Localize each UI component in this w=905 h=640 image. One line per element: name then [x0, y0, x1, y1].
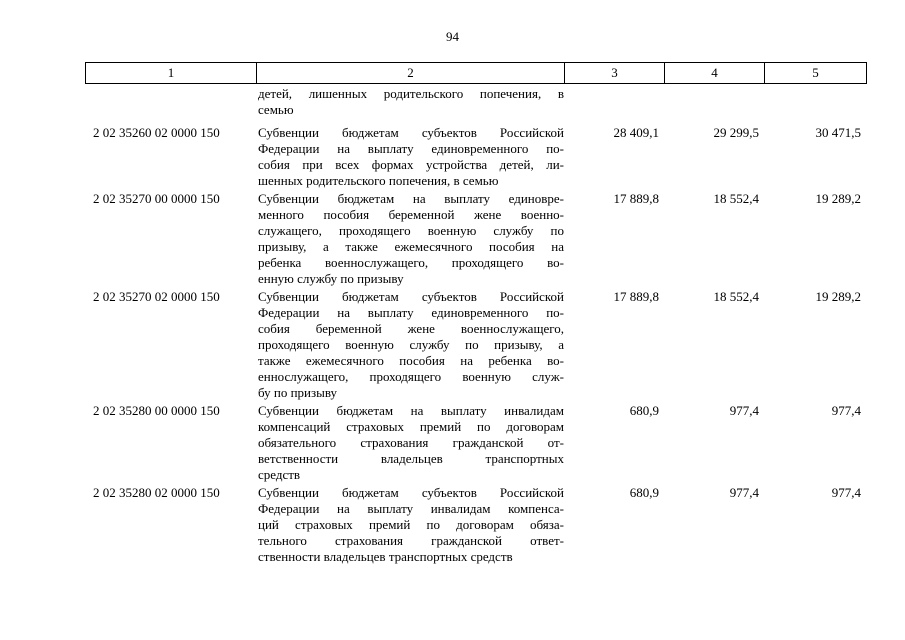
description-line: компенсаций страховых премий по договорам [258, 419, 564, 434]
table-row [85, 485, 866, 565]
row-code: 2 02 35270 02 0000 150 [93, 289, 220, 304]
description-line: собия беременной жене военнослужащего, [258, 321, 564, 336]
row-code: 2 02 35270 00 0000 150 [93, 191, 220, 206]
column-header-row [86, 63, 867, 84]
row-value-col5: 977,4 [831, 403, 861, 418]
description-line: собия при всех формах устройства детей, ли- [258, 157, 564, 172]
description-line: Субвенции бюджетам субъектов Российской [258, 485, 564, 500]
description-line: Федерации на выплату единовременного по- [258, 141, 564, 156]
row-code: 2 02 35280 02 0000 150 [93, 485, 220, 500]
row-value-col3: 17 889,8 [613, 289, 659, 304]
table-row [85, 191, 866, 287]
row-code: 2 02 35260 02 0000 150 [93, 125, 220, 140]
row-value-col4: 18 552,4 [713, 191, 759, 206]
description-line: обязательного страхования гражданской от- [258, 435, 564, 450]
description-line: тельного страхования гражданской ответ- [258, 533, 564, 548]
row-value-col3: 28 409,1 [613, 125, 659, 140]
description-line: семью [258, 102, 294, 117]
row-description [256, 86, 564, 118]
description-line: бу по призыву [258, 385, 338, 400]
description-line: шенных родительского попечения, в семью [258, 173, 499, 188]
description-line: детей, лишенных родительского попечения, в [258, 86, 564, 101]
row-value-col3: 17 889,8 [613, 191, 659, 206]
description-line: Федерации на выплату единовременного по- [258, 305, 564, 320]
row-value-col5: 19 289,2 [815, 289, 861, 304]
row-description [256, 125, 564, 189]
row-value-col4: 18 552,4 [713, 289, 759, 304]
description-line: также ежемесячного пособия на ребенка во- [258, 353, 564, 368]
row-value-col3: 680,9 [629, 403, 659, 418]
description-line: призыву, а также ежемесячного пособия на [258, 239, 564, 254]
page-number: 94 [446, 29, 459, 44]
column-header-5: 5 [765, 63, 867, 84]
table-row [85, 403, 866, 483]
row-description [256, 403, 564, 483]
column-header-1: 1 [86, 63, 257, 84]
description-line: Субвенции бюджетам субъектов Российской [258, 289, 564, 304]
row-description [256, 485, 564, 565]
description-line: енную службу по призыву [258, 271, 404, 286]
table-body [85, 86, 866, 567]
description-line: менного пособия беременной жене военно- [258, 207, 564, 222]
column-header-3: 3 [565, 63, 665, 84]
row-value-col3: 680,9 [629, 485, 659, 500]
row-description [256, 191, 564, 287]
description-line: ребенка военнослужащего, проходящего во- [258, 255, 564, 270]
row-description [256, 289, 564, 401]
description-line: Субвенции бюджетам на выплату единовре- [258, 191, 564, 206]
description-line: проходящего военную службу по призыву, а [258, 337, 564, 352]
row-value-col5: 19 289,2 [815, 191, 861, 206]
description-line: Субвенции бюджетам субъектов Российской [258, 125, 564, 140]
row-value-col4: 29 299,5 [713, 125, 759, 140]
description-line: ственности владельцев транспортных средств [258, 549, 513, 564]
row-value-col4: 977,4 [729, 403, 759, 418]
row-value-col4: 977,4 [729, 485, 759, 500]
row-code [85, 86, 256, 118]
table-row [85, 125, 866, 189]
description-line: Субвенции бюджетам на выплату инвалидам [258, 403, 564, 418]
description-line: ветственности владельцев транспортных [258, 451, 564, 466]
table-row-continuation [85, 86, 866, 118]
description-line: еннослужащего, проходящего военную служ- [258, 369, 564, 384]
column-header-4: 4 [665, 63, 765, 84]
description-line: средств [258, 467, 301, 482]
description-line: ций страховых премий по договорам обяза- [258, 517, 564, 532]
row-value-col5: 30 471,5 [815, 125, 861, 140]
column-header-2: 2 [257, 63, 565, 84]
row-value-col5: 977,4 [831, 485, 861, 500]
table-row [85, 289, 866, 401]
description-line: служащего, проходящего военную службу по [258, 223, 564, 238]
description-line: Федерации на выплату инвалидам компенса- [258, 501, 564, 516]
row-code: 2 02 35280 00 0000 150 [93, 403, 220, 418]
column-header-table [85, 62, 867, 84]
